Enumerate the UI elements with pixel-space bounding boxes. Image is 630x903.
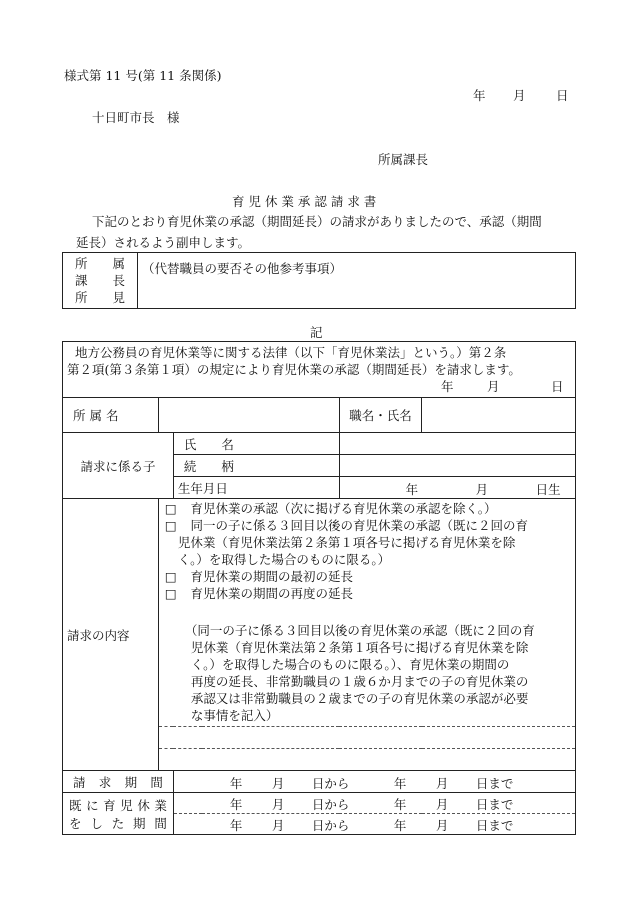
past1-end-day: 日まで [475,797,514,812]
request-options-cell [158,499,575,727]
request-reason-line-1[interactable] [158,727,575,749]
request-option-3[interactable]: □ 育児休業の期間の最初の延長 [164,569,353,584]
child-dob-field[interactable] [339,477,575,499]
period-start-month: 月 [271,776,285,791]
sender: 所属課長 [378,152,429,167]
request-note-line-4: 再度の延長、非常勤職員の１歳６か月までの子の育児休業の [190,674,529,689]
ki-marker: 記 [310,325,323,340]
request-option-2-line-2: 児休業（育児休業法第２条第１項各号に掲げる育児休業を除 [177,535,516,550]
page-title: 育 児 休 業 承 認 請 求 書 [232,194,377,209]
checkbox-icon[interactable]: □ [164,569,177,584]
header-date-day: 日 [556,88,569,103]
past1-start-year: 年 [229,797,243,812]
child-name-label: 氏 名 [173,433,339,455]
request-period-label: 請 求 期 間 [63,771,174,793]
statement-cell [63,342,576,398]
position-name-field[interactable] [422,398,576,433]
statement-line-2: 第２項(第３条第１項）の規定により育児休業の承認（期間延長）を請求します。 [67,362,521,377]
request-option-4[interactable]: □ 育児休業の期間の再度の延長 [164,586,353,601]
checkbox-icon[interactable]: □ [164,586,177,601]
past2-start-day: 日から [311,818,350,833]
affiliation-label: 所 属 名 [63,398,159,433]
statement-date-month: 月 [487,379,500,394]
past2-end-day: 日まで [475,818,514,833]
header-date-month: 月 [513,88,526,103]
request-label: 請求の内容 [63,499,159,771]
past1-start-month: 月 [271,797,285,812]
child-relation-label: 続 柄 [173,455,339,477]
request-reason-line-2[interactable] [158,749,575,771]
child-label: 請求に係る子 [63,433,174,499]
request-option-1[interactable]: □ 育児休業の承認（次に掲げる育児休業の承認を除く。） [164,501,497,516]
request-option-2[interactable]: □ 同一の子に係る３回目以後の育児休業の承認（既に２回の育 [164,518,528,533]
dept-opinion-label: 所 属 課 長 所 見 [63,253,138,309]
past2-end-month: 月 [435,818,449,833]
period-start-day: 日から [311,776,350,791]
past1-end-year: 年 [393,797,407,812]
past1-end-month: 月 [435,797,449,812]
past1-start-day: 日から [311,797,350,812]
request-note-line-6: な事情を記入） [190,708,279,723]
request-note-line-2: 児休業（育児休業法第２条第１項各号に掲げる育児休業を除 [190,640,529,655]
request-option-2-line-3: く。）を取得した場合のものに限る。） [177,552,391,567]
position-name-label: 職名・氏名 [339,398,422,433]
intro-line-1: 下記のとおり育児休業の承認（期間延長）の請求がありましたので、承認（期間 [92,214,542,229]
statement-line-1: 地方公務員の育児休業等に関する法律（以下「育児休業法」という。）第２条 [75,345,507,360]
request-period-field[interactable] [173,771,575,793]
period-end-year: 年 [393,776,407,791]
period-end-month: 月 [435,776,449,791]
dob-day-unit: 日生 [535,482,561,497]
period-end-day: 日まで [475,776,514,791]
past-leave-field-1[interactable] [173,793,575,814]
affiliation-field[interactable] [158,398,339,433]
child-name-field[interactable] [339,433,575,455]
intro-line-2: 延長）されるよう副申します。 [76,235,251,250]
past-leave-label: 既 に 育 児 休 業 を し た 期 間 [63,793,174,835]
past2-end-year: 年 [393,818,407,833]
statement-date-day: 日 [551,379,564,394]
checkbox-icon[interactable]: □ [164,501,177,516]
period-start-year: 年 [229,776,243,791]
main-form-table [62,341,576,835]
header-date-year: 年 [473,88,486,103]
request-note-line-1: （同一の子に係る３回目以後の育児休業の承認（既に２回の育 [184,623,535,638]
dept-opinion-field[interactable] [138,253,576,309]
dept-opinion-note: （代替職員の要否その他参考事項） [142,261,343,276]
checkbox-icon[interactable]: □ [164,518,177,533]
request-note-line-3: く。）を取得した場合のものに限る。）、育児休業の期間の [190,657,510,672]
past2-start-month: 月 [271,818,285,833]
statement-date-year: 年 [441,379,454,394]
past2-start-year: 年 [229,818,243,833]
dept-opinion-table [62,252,576,309]
child-dob-label: 生年月日 [173,477,339,499]
request-note-line-5: 承認又は非常勤職員の２歳までの子の育児休業の承認が必要 [190,691,529,706]
form-number-label: 様式第 11 号(第 11 条関係) [64,68,222,83]
child-relation-field[interactable] [339,455,575,477]
past-leave-field-2[interactable] [173,814,575,835]
dob-month-unit: 月 [475,482,489,497]
addressee: 十日町市長 様 [92,110,180,125]
dob-year-unit: 年 [405,482,419,497]
